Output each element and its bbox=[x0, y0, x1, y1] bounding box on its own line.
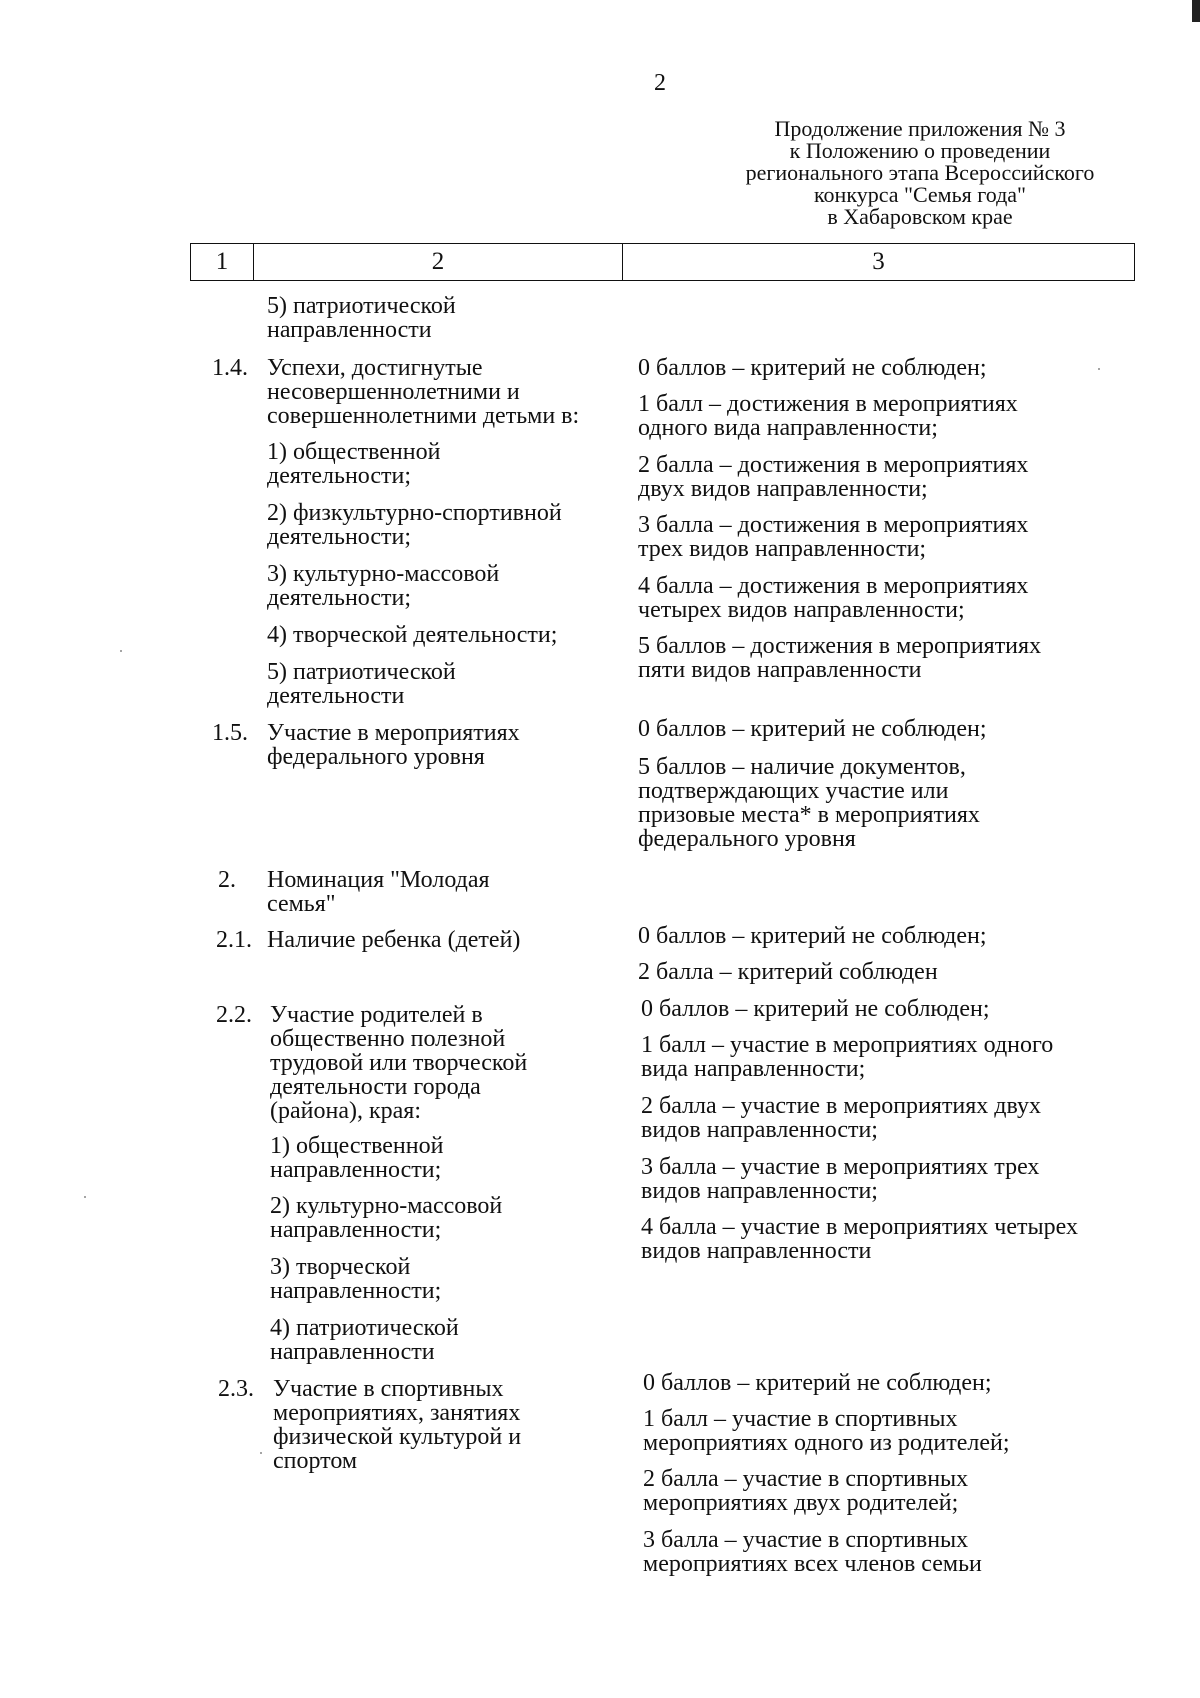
text-line: видов направленности; bbox=[641, 1178, 878, 1204]
text-line: призовые места* в мероприятиях bbox=[638, 802, 980, 828]
text-line: мероприятиях одного из родителей; bbox=[643, 1430, 1010, 1456]
criterion-2-3 bbox=[273, 1377, 633, 1473]
text-line: 3) культурно-массовой bbox=[267, 561, 500, 587]
score-1-5-1 bbox=[638, 755, 1138, 851]
score-2-2-3 bbox=[641, 1155, 1141, 1203]
text-line: 0 баллов – критерий не соблюден; bbox=[638, 923, 987, 949]
scan-speck bbox=[1098, 368, 1100, 370]
text-line: 0 баллов – критерий не соблюден; bbox=[638, 355, 987, 381]
score-1-4-2 bbox=[638, 453, 1138, 501]
column-header-1: 1 bbox=[191, 244, 254, 280]
scan-speck bbox=[84, 1196, 86, 1198]
text-line: (района), края: bbox=[270, 1098, 421, 1124]
text-line: Участие родителей в bbox=[270, 1002, 483, 1028]
score-1-4-3 bbox=[638, 513, 1138, 561]
text-line: Участие в спортивных bbox=[273, 1376, 504, 1402]
text-line: 0 баллов – критерий не соблюден; bbox=[641, 996, 990, 1022]
criterion-1-4-item-3 bbox=[267, 562, 627, 610]
row-number-2-2: 2.2. bbox=[216, 1002, 252, 1028]
row-number-2-3: 2.3. bbox=[218, 1376, 254, 1402]
score-2-2-2 bbox=[641, 1094, 1141, 1142]
text-line: 1 балл – участие в спортивных bbox=[643, 1406, 958, 1432]
text-line: 3 балла – достижения в мероприятиях bbox=[638, 512, 1029, 538]
score-2-3-3 bbox=[643, 1528, 1143, 1576]
text-line: направленности bbox=[267, 317, 432, 343]
criterion-1-4 bbox=[267, 356, 627, 428]
criterion-1-5 bbox=[267, 721, 627, 769]
text-line: деятельности; bbox=[267, 585, 412, 611]
row-number-2: 2. bbox=[218, 867, 236, 893]
text-line: федерального уровня bbox=[267, 744, 485, 770]
scan-speck bbox=[260, 1452, 262, 1454]
text-line: одного вида направленности; bbox=[638, 415, 938, 441]
text-line: 4 балла – достижения в мероприятиях bbox=[638, 573, 1029, 599]
text-line: 1 балл – достижения в мероприятиях bbox=[638, 391, 1018, 417]
text-line: совершеннолетними детьми в: bbox=[267, 403, 580, 429]
criterion-2-2-item-4 bbox=[270, 1316, 630, 1364]
text-line: 1) общественной bbox=[270, 1133, 444, 1159]
text-line: 3 балла – участие в спортивных bbox=[643, 1527, 969, 1553]
row-number-1-4: 1.4. bbox=[212, 355, 248, 381]
text-line: 3) творческой bbox=[270, 1254, 411, 1280]
criterion-1-4-item-1 bbox=[267, 440, 627, 488]
text-line: Наличие ребенка (детей) bbox=[267, 927, 521, 953]
text-line: деятельности bbox=[267, 683, 405, 709]
text-line: 2 балла – участие в спортивных bbox=[643, 1466, 969, 1492]
table-header bbox=[190, 243, 1135, 281]
scan-speck bbox=[120, 650, 122, 652]
text-line: четырех видов направленности; bbox=[638, 597, 965, 623]
text-line: несовершеннолетними и bbox=[267, 379, 520, 405]
score-1-4-1 bbox=[638, 392, 1138, 440]
text-line: 1) общественной bbox=[267, 439, 441, 465]
text-line: 5 баллов – наличие документов, bbox=[638, 754, 966, 780]
text-line: Участие в мероприятиях bbox=[267, 720, 520, 746]
text-line: Номинация "Молодая bbox=[267, 867, 490, 893]
criterion-2-2-item-1 bbox=[270, 1134, 630, 1182]
text-line: 4) творческой деятельности; bbox=[267, 622, 558, 648]
text-line: 0 баллов – критерий не соблюден; bbox=[643, 1370, 992, 1396]
score-2-3-1 bbox=[643, 1407, 1143, 1455]
column-header-2: 2 bbox=[254, 244, 623, 280]
text-line: видов направленности; bbox=[641, 1117, 878, 1143]
text-line: семья" bbox=[267, 891, 336, 917]
text-line: 2 балла – критерий соблюден bbox=[638, 959, 938, 985]
text-line: видов направленности bbox=[641, 1238, 872, 1264]
text-line: спортом bbox=[273, 1448, 358, 1474]
text-line: направленности bbox=[270, 1339, 435, 1365]
score-1-4-0 bbox=[638, 356, 1138, 380]
text-line: мероприятиях двух родителей; bbox=[643, 1490, 959, 1516]
column-header-3: 3 bbox=[872, 248, 885, 275]
appendix-line: регионального этапа Всероссийского bbox=[745, 160, 1095, 185]
text-line: мероприятиях, занятиях bbox=[273, 1400, 521, 1426]
text-line: 5) патриотической bbox=[267, 659, 456, 685]
criterion-2-2-item-3 bbox=[270, 1255, 630, 1303]
page-number: 2 bbox=[654, 70, 666, 96]
text-line: общественно полезной bbox=[270, 1026, 506, 1052]
text-line: Успехи, достигнутые bbox=[267, 355, 483, 381]
text-line: федерального уровня bbox=[638, 826, 856, 852]
criterion-1-4-item-2 bbox=[267, 501, 627, 549]
appendix-note bbox=[720, 118, 1120, 228]
text-line: деятельности; bbox=[267, 524, 412, 550]
appendix-line: конкурса "Семья года" bbox=[813, 182, 1027, 207]
text-line: трудовой или творческой bbox=[270, 1050, 528, 1076]
score-1-4-5 bbox=[638, 634, 1138, 682]
continued-criterion bbox=[267, 294, 627, 342]
appendix-line: в Хабаровском крае bbox=[827, 204, 1013, 229]
criterion-1-4-item-4 bbox=[267, 623, 627, 647]
text-line: 4 балла – участие в мероприятиях четырех bbox=[641, 1214, 1078, 1240]
text-line: трех видов направленности; bbox=[638, 536, 927, 562]
scan-edge-mark bbox=[1192, 0, 1200, 22]
score-2-2-1 bbox=[641, 1033, 1141, 1081]
text-line: направленности; bbox=[270, 1157, 442, 1183]
text-line: физической культурой и bbox=[273, 1424, 522, 1450]
text-line: пяти видов направленности bbox=[638, 657, 922, 683]
text-line: вида направленности; bbox=[641, 1056, 866, 1082]
text-line: 0 баллов – критерий не соблюден; bbox=[638, 716, 987, 742]
row-number-1-5: 1.5. bbox=[212, 720, 248, 746]
appendix-line: к Положению о проведении bbox=[789, 138, 1051, 163]
score-2-1-1 bbox=[638, 960, 1138, 984]
score-2-2-4 bbox=[641, 1215, 1141, 1263]
score-1-5-0 bbox=[638, 717, 1138, 741]
text-line: двух видов направленности; bbox=[638, 476, 928, 502]
text-line: 2) физкультурно-спортивной bbox=[267, 500, 562, 526]
nomination-title bbox=[267, 868, 627, 916]
text-line: деятельности города bbox=[270, 1074, 481, 1100]
text-line: мероприятиях всех членов семьи bbox=[643, 1551, 982, 1577]
text-line: 2 балла – достижения в мероприятиях bbox=[638, 452, 1029, 478]
text-line: 5) патриотической bbox=[267, 293, 456, 319]
text-line: 2 балла – участие в мероприятиях двух bbox=[641, 1093, 1042, 1119]
score-2-1-0 bbox=[638, 924, 1138, 948]
score-1-4-4 bbox=[638, 574, 1138, 622]
criterion-1-4-item-5 bbox=[267, 660, 627, 708]
score-2-2-0 bbox=[641, 997, 1141, 1021]
criterion-2-1 bbox=[267, 928, 627, 952]
text-line: направленности; bbox=[270, 1278, 442, 1304]
text-line: 2) культурно-массовой bbox=[270, 1193, 503, 1219]
text-line: 1 балл – участие в мероприятиях одного bbox=[641, 1032, 1054, 1058]
criterion-2-2-item-2 bbox=[270, 1194, 630, 1242]
text-line: 5 баллов – достижения в мероприятиях bbox=[638, 633, 1042, 659]
row-number-2-1: 2.1. bbox=[216, 927, 252, 953]
appendix-line: Продолжение приложения № 3 bbox=[774, 116, 1066, 141]
text-line: деятельности; bbox=[267, 463, 412, 489]
text-line: направленности; bbox=[270, 1217, 442, 1243]
text-line: подтверждающих участие или bbox=[638, 778, 949, 804]
score-2-3-0 bbox=[643, 1371, 1143, 1395]
score-2-3-2 bbox=[643, 1467, 1143, 1515]
criterion-2-2 bbox=[270, 1003, 630, 1123]
text-line: 4) патриотической bbox=[270, 1315, 459, 1341]
text-line: 3 балла – участие в мероприятиях трех bbox=[641, 1154, 1040, 1180]
